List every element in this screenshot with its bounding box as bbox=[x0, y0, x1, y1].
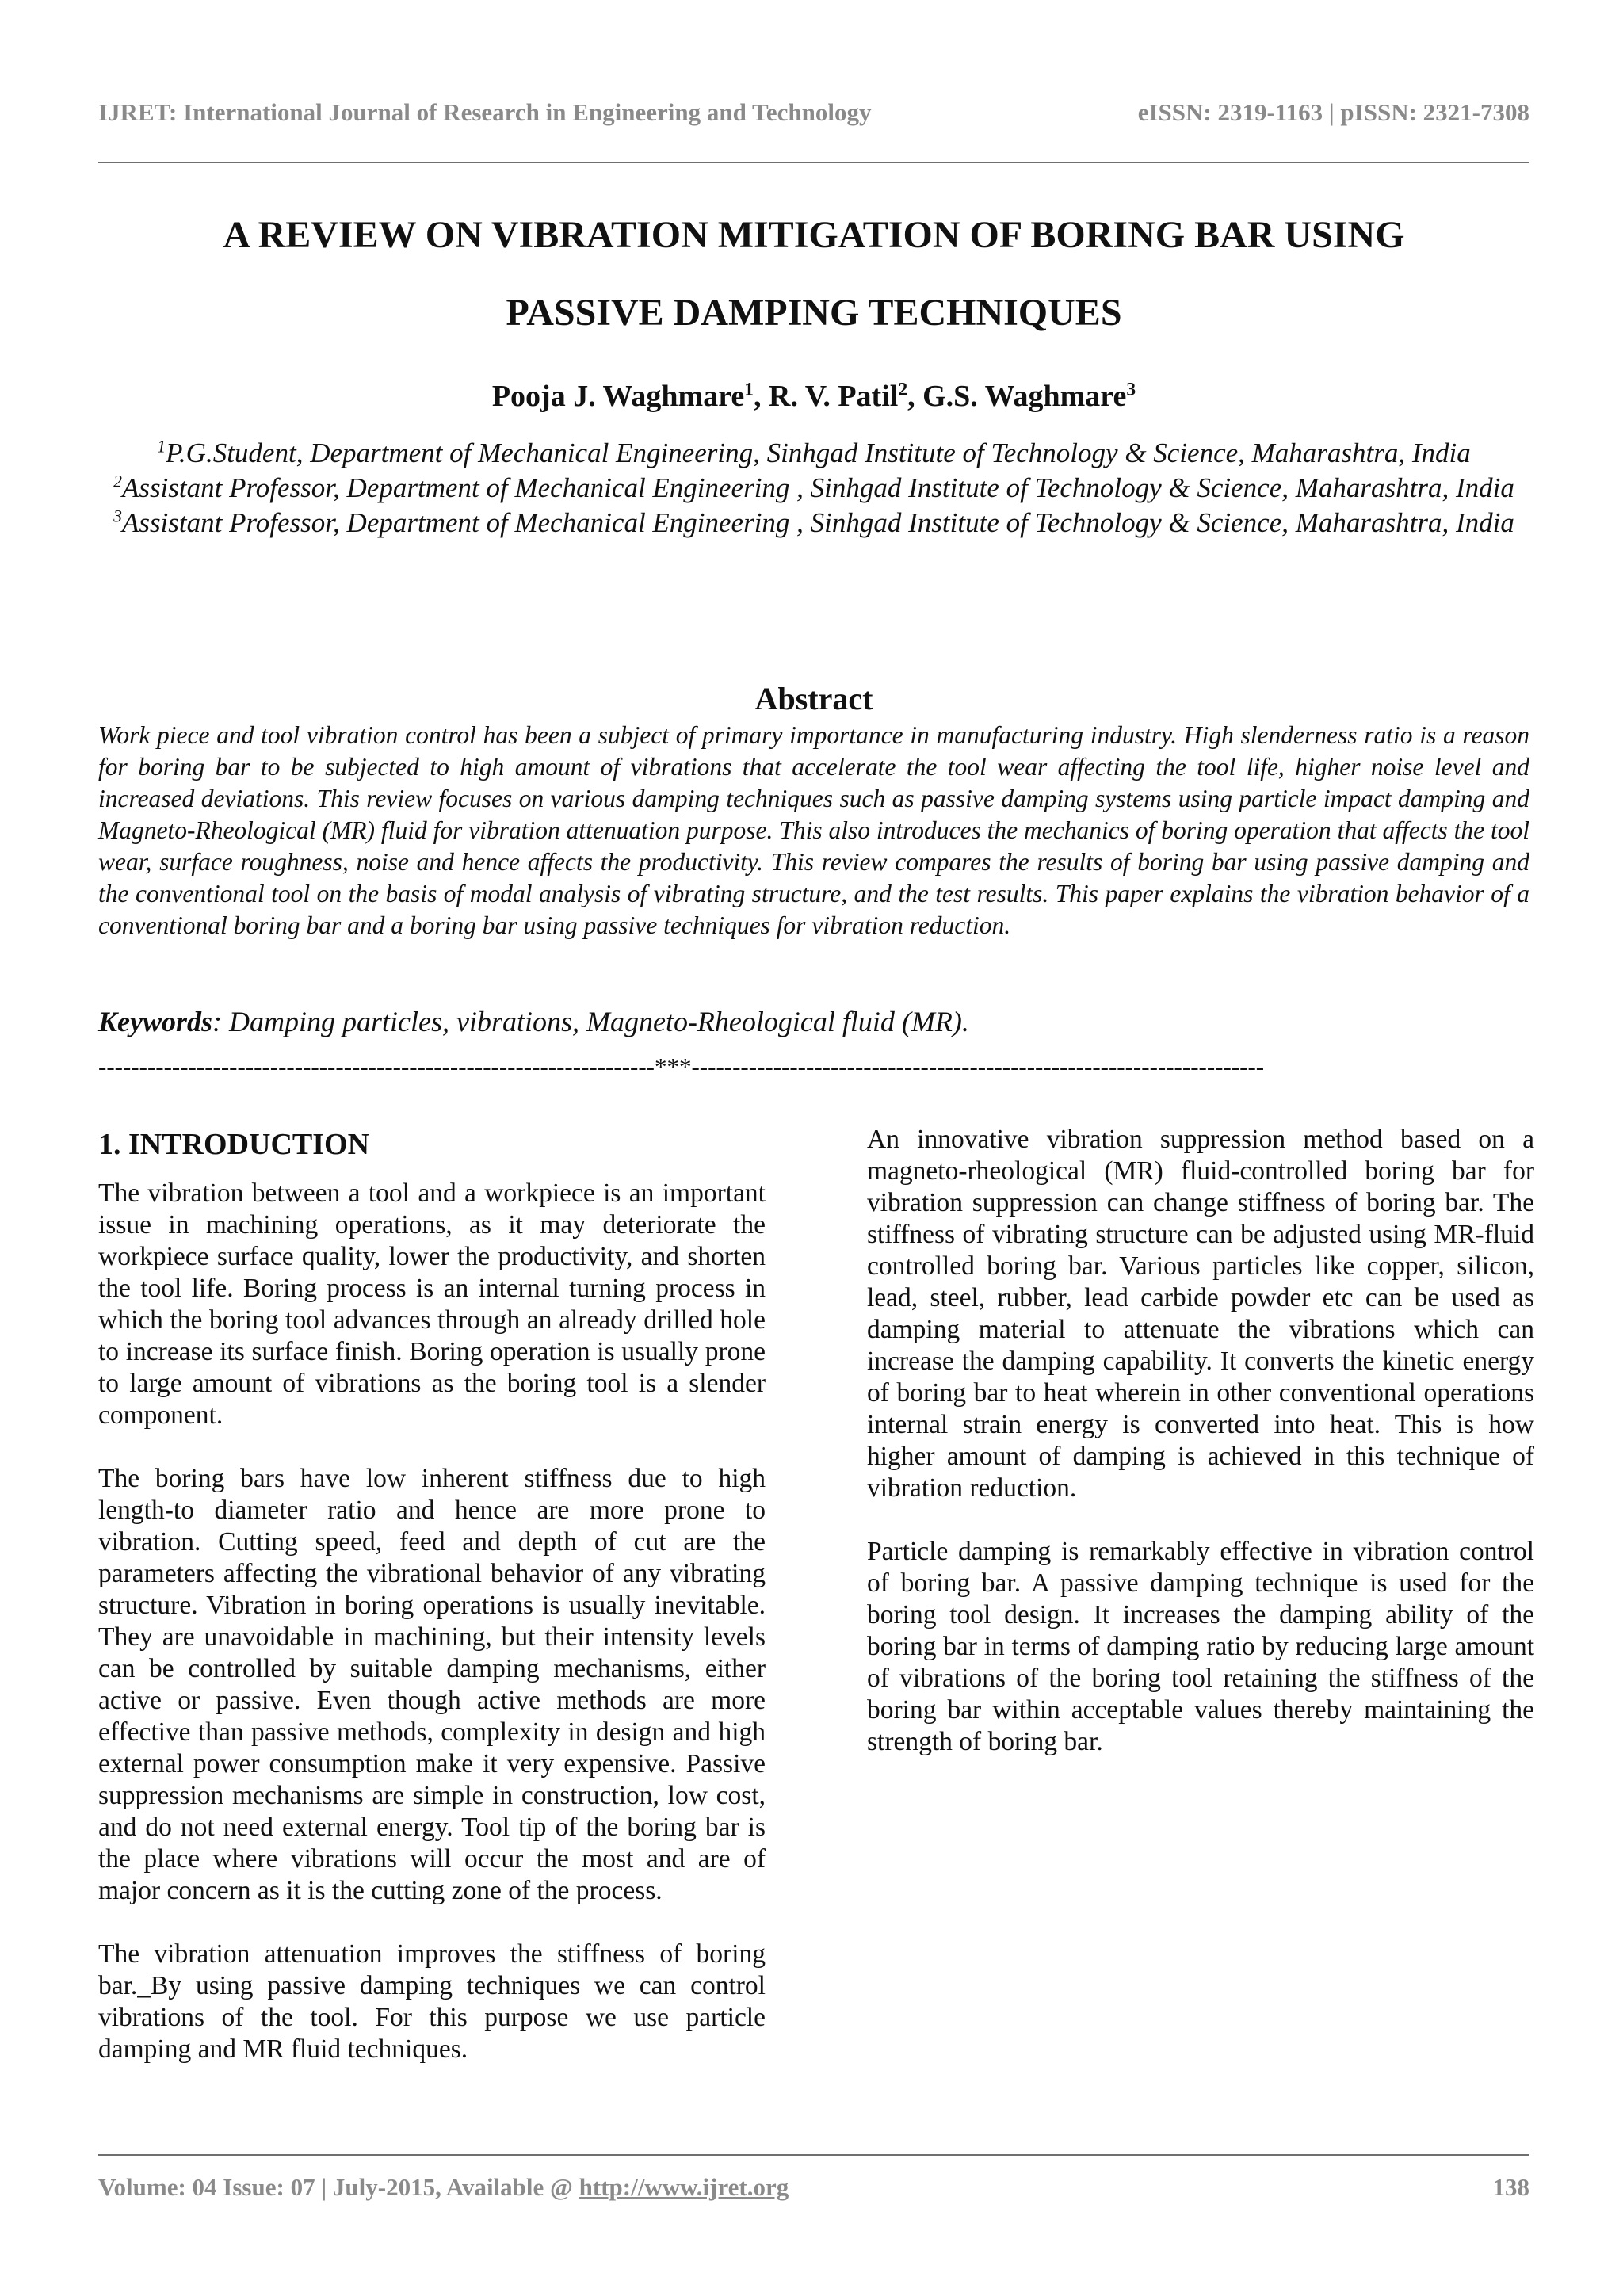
right-column bbox=[867, 1124, 1534, 1790]
author-name: Pooja J. Waghmare bbox=[491, 380, 745, 413]
author-affiliation-mark: 1 bbox=[744, 379, 754, 400]
keywords bbox=[98, 1005, 1529, 1038]
affiliation: $^3$Assistant Professor, Department of Mechanical Engineering , Sinhgad Institute of Technology & Science, Maharashtra, India bbox=[113, 506, 1514, 538]
journal-link[interactable]: http://www.ijret.org bbox=[579, 2173, 789, 2201]
author-affiliation-mark: 3 bbox=[1126, 379, 1136, 400]
keywords-text: : Damping particles, vibrations, Magneto-Rheological fluid (MR). bbox=[212, 1006, 969, 1037]
affiliations bbox=[98, 436, 1529, 541]
body-paragraph: Particle damping is remarkably effective in vibration control of boring bar. A passive damping technique is used for the boring tool design. It increases the damping ability of the boring bar in terms of damping ratio by reducing large amount of vibrations of the boring tool retaining the stiffness of the boring bar within acceptable values thereby maintaining the strength of boring bar. bbox=[867, 1537, 1534, 1756]
affiliation: $^1$P.G.Student, Department of Mechanical Engineering, Sinhgad Institute of Technology & Science, Maharashtra, India bbox=[157, 437, 1471, 468]
footer-volume: Volume: 04 Issue: 07 | July-2015, Available @ http://www.ijret.org bbox=[98, 2173, 789, 2201]
title-line-2: PASSIVE DAMPING TECHNIQUES bbox=[506, 292, 1122, 334]
running-footer bbox=[98, 2173, 1529, 2202]
title-line-1: A REVIEW ON VIBRATION MITIGATION OF BORING BAR USING bbox=[223, 214, 1405, 256]
author-name: R. V. Patil bbox=[769, 380, 899, 413]
header-divider bbox=[98, 162, 1529, 163]
author-affiliation-mark: 2 bbox=[898, 379, 908, 400]
paper-title bbox=[98, 197, 1529, 352]
running-header bbox=[98, 98, 1529, 127]
issn: eISSN: 2319-1163 | pISSN: 2321-7308 bbox=[1137, 98, 1529, 126]
body-paragraph: The boring bars have low inherent stiffness due to high length-to diameter ratio and hence are more prone to vibration. Cutting speed, feed and depth of cut are the parameters affecting the vibrational behavior of any vibrating structure. Vibration in boring operations is usually inevitable. They are unavoidable in machining, but their intensity levels can be controlled by suitable damping mechanisms, either active or passive. Even though active methods are more effective than passive methods, complexity in design and high external power consumption make it very expensive. Passive suppression mechanisms are simple in construction, low cost, and do not need external energy. Tool tip of the boring bar is the place where vibrations will occur the most and are of major concern as it is the cutting zone of the process. bbox=[98, 1464, 766, 1905]
author-name: G.S. Waghmare bbox=[922, 380, 1127, 413]
section-separator: --------------------------------------------------------------------***---------------------------------------------------------------------- bbox=[98, 1052, 1265, 1080]
footer-divider bbox=[98, 2154, 1529, 2156]
affiliation: $^2$Assistant Professor, Department of Mechanical Engineering , Sinhgad Institute of Technology & Science, Maharashtra, India bbox=[113, 472, 1514, 503]
abstract-heading: Abstract bbox=[754, 681, 873, 716]
left-column bbox=[98, 1117, 766, 2097]
keywords-label: Keywords bbox=[98, 1006, 212, 1037]
abstract-text: Work piece and tool vibration control has been a subject of primary importance in manufacturing industry. High slenderness ratio is a reason for boring bar to be subjected to high amount of vibrations that accelerate the tool wear affecting the tool life, higher noise level and increased deviations. This review focuses on various damping techniques such as passive damping systems using particle impact damping and Magneto-Rheological (MR) fluid for vibration attenuation purpose. This also introduces the mechanics of boring operation that affects the tool wear, surface roughness, noise and hence affects the productivity. This review compares the results of boring bar using passive damping and the conventional tool on the basis of modal analysis of vibrating structure, and the test results. This paper explains the vibration behavior of a conventional boring bar and a boring bar using passive techniques for vibration reduction. bbox=[98, 721, 1529, 939]
author-list: Pooja J. Waghmare$^1$, R. V. Patil$^2$, G.S. Waghmare$^3$ bbox=[491, 379, 1136, 413]
page-number: 138 bbox=[1492, 2173, 1529, 2201]
body-paragraph: The vibration between a tool and a workpiece is an important issue in machining operations, as it may deteriorate the workpiece surface quality, lower the productivity, and shorten the tool life. Boring process is an internal turning process in which the boring tool advances through an already drilled hole to increase its surface finish. Boring operation is usually prone to large amount of vibrations as the boring tool is a slender component. bbox=[98, 1179, 766, 1430]
section-heading: 1. INTRODUCTION bbox=[98, 1128, 370, 1161]
body-paragraph: An innovative vibration suppression method based on a magneto-rheological (MR) fluid-controlled boring bar for vibration suppression can change stiffness of boring bar. The stiffness of vibrating structure can be adjusted using MR-fluid controlled boring bar. Various particles like copper, silicon, lead, steel, rubber, lead carbide powder etc can be used as damping material to attenuate the vibrations which can increase the damping capability. It converts the kinetic energy of boring bar to heat wherein in other conventional operations internal strain energy is converted into heat. This is how higher amount of damping is achieved in this technique of vibration reduction. bbox=[867, 1125, 1534, 1503]
body-paragraph: The vibration attenuation improves the stiffness of boring bar._By using passive damping techniques we can control vibrations of the tool. For this purpose we use particle damping and MR fluid techniques. bbox=[98, 1939, 766, 2064]
journal-name: IJRET: International Journal of Research in Engineering and Technology bbox=[98, 98, 872, 126]
